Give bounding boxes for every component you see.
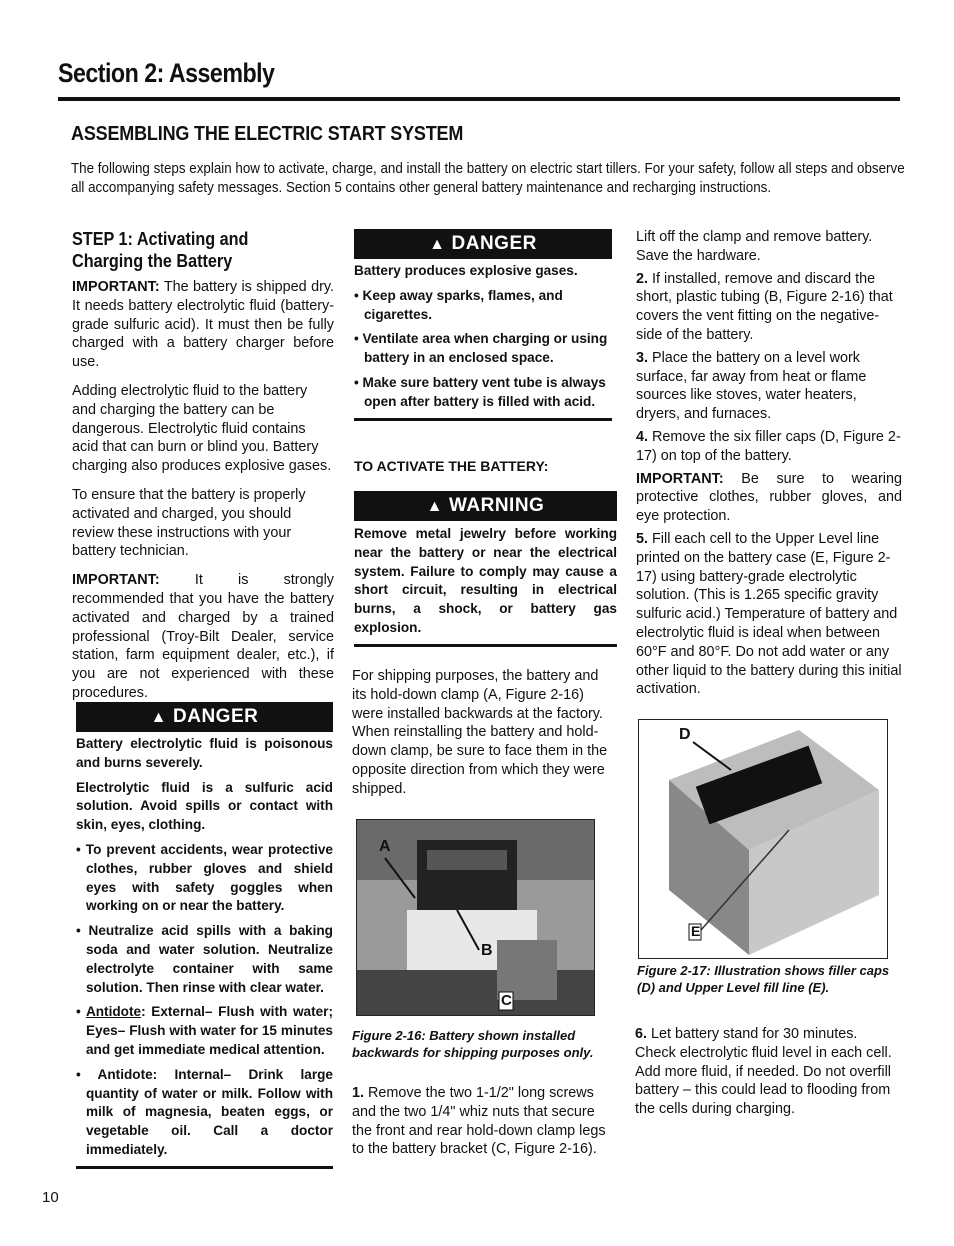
paragraph-2: Adding electrolytic fluid to the battery and charging the battery can be dangerous. Electrolytic fluid contains acid that can burn or blind you. Battery charging also produces explosive gases. — [72, 382, 332, 475]
activate-heading: TO ACTIVATE THE BATTERY: — [354, 458, 549, 474]
paragraph-3: To ensure that the battery is properly activated and charged, you should review these instructions with your battery technician. — [72, 486, 306, 560]
page-heading: ASSEMBLING THE ELECTRIC START SYSTEM — [71, 123, 464, 145]
section-rule — [58, 97, 900, 101]
figure-2-17-caption: Figure 2-17: Illustration shows filler caps (D) and Upper Level fill line (E). — [637, 963, 890, 995]
step-2: 2. If installed, remove and discard the short, plastic tubing (B, Figure 2-16) that covers the vent fitting on the negative-side of the battery. — [636, 270, 893, 343]
figure-label-b: B — [481, 942, 493, 959]
warning-box — [354, 491, 617, 647]
danger-bullet: • Make sure battery vent tube is always open after battery is filled with acid. — [354, 374, 606, 409]
danger-text: Battery electrolytic fluid is poisonous and burns severely. — [76, 736, 333, 770]
step-1-heading: STEP 1: Activating and Charging the Battery — [72, 229, 249, 271]
warning-text: Remove metal jewelry before working near the battery or near the electrical system. Failure to comply may cause a short circuit, resulting in electrical burns, a shock, or battery gas explosion. — [354, 526, 617, 635]
danger-text: Electrolytic fluid is a sulfuric acid solution. Avoid spills or contact with skin, eyes, clothing. — [76, 779, 333, 833]
figure-2-16-caption: Figure 2-16: Battery shown installed backwards for shipping purposes only. — [352, 1028, 594, 1060]
shipping-paragraph: For shipping purposes, the battery and its hold-down clamp (A, Figure 2-16) were installed backwards at the factory. When reinstalling the battery and hold-down clamp, be sure to face them in the opposite direction from which they were shipped. — [352, 668, 608, 797]
step-5: 5. Fill each cell to the Upper Level line printed on the battery case (E, Figure 2-17) using battery-grade electrolytic solution. (This is 1.265 specific gravity sulfuric acid.) Temperature of battery and electrolytic fluid is ideal when between 60°F and 80°F. Do not add water or any other liquid to the battery during this initial activation. — [636, 530, 902, 698]
step-4: 4. Remove the six filler caps (D, Figure 2-17) on top of the battery. — [636, 428, 901, 464]
intro-paragraph: The following steps explain how to activate, charge, and install the battery on electric start tillers. For your safety, follow all steps and observe all accompanying safety messages. Section 5 contains other general battery maintenance and recharging instructions. — [71, 161, 905, 196]
important-paragraph-3: IMPORTANT: Be sure to wearing protective clothes, rubber gloves, and eye protection. — [636, 470, 902, 525]
warning-triangle-icon: ▲ — [429, 236, 446, 253]
danger-bullet: • Keep away sparks, flames, and cigarettes. — [354, 287, 563, 322]
lift-paragraph: Lift off the clamp and remove battery. Save the hardware. — [636, 229, 873, 264]
warning-rule — [354, 644, 617, 647]
important-paragraph-1: IMPORTANT: The battery is shipped dry. It needs battery electrolytic fluid (battery-grade sulfuric acid). It must then be fully charged with a battery charger before use. — [72, 279, 334, 371]
column-1 — [72, 228, 334, 713]
figure-label-c: C — [501, 992, 512, 1009]
danger-text: Battery produces explosive gases. — [354, 263, 578, 278]
danger-bullet: • Neutralize acid spills with a baking soda and water solution. Neutralize electrolyte container with same solution. Then rinse with clear water. — [76, 923, 333, 995]
danger-bullet: • Antidote: Internal– Drink large quantity of water or milk. Follow with milk of magnesia, beaten eggs, or vegetable oil. Call a doctor immediately. — [76, 1066, 333, 1157]
danger-rule — [76, 1166, 333, 1169]
danger-box-acid — [76, 702, 333, 1169]
danger-banner: ▲ DANGER — [354, 229, 612, 259]
figure-label-a: A — [379, 838, 391, 855]
battery-filler-illustration — [639, 720, 887, 958]
step-1-text: 1. Remove the two 1-1/2" long screws and the two 1/4" whiz nuts that secure the front and rear hold-down clamp legs to the battery bracket (C, Figure 2-16). — [352, 1085, 606, 1158]
figure-label-e: E — [691, 923, 701, 939]
warning-triangle-icon: ▲ — [150, 709, 167, 726]
section-title: Section 2: Assembly — [58, 58, 275, 88]
danger-box-gases — [354, 229, 612, 421]
battery-installed-illustration — [357, 820, 594, 1015]
warning-triangle-icon: ▲ — [426, 498, 443, 515]
step-3: 3. Place the battery on a level work surface, far away from heat or flame sources like stoves, water heaters, dryers, and furnaces. — [636, 349, 867, 423]
danger-bullet: • Ventilate area when charging or using battery in an enclosed space. — [354, 331, 608, 366]
step-6-text: 6. Let battery stand for 30 minutes. Check electrolytic fluid level in each cell. Add more fluid, if needed. Do not overfill battery – this could lead to flooding from the cells during charging. — [635, 1026, 892, 1118]
danger-bullet: • To prevent accidents, wear protective clothes, rubber gloves and shield eyes with safety goggles when working on or near the battery. — [76, 841, 333, 914]
figure-2-16-image — [356, 819, 595, 1016]
warning-banner: ▲ WARNING — [354, 491, 617, 521]
figure-2-17-image — [638, 719, 888, 959]
figure-label-d: D — [679, 726, 691, 743]
danger-banner: ▲ DANGER — [76, 702, 333, 732]
danger-bullet: • Antidote: External– Flush with water; Eyes– Flush with water for 15 minutes and get immediate medical attention. — [76, 1004, 333, 1057]
page-number: 10 — [42, 1189, 59, 1206]
important-paragraph-2: IMPORTANT: It is strongly recommended that you have the battery activated and charged by a trained professional (Troy-Bilt Dealer, service station, farm equipment dealer, etc.), if you are not experienced with these procedures. — [72, 572, 334, 701]
danger-rule — [354, 418, 612, 421]
column-3 — [636, 228, 902, 703]
